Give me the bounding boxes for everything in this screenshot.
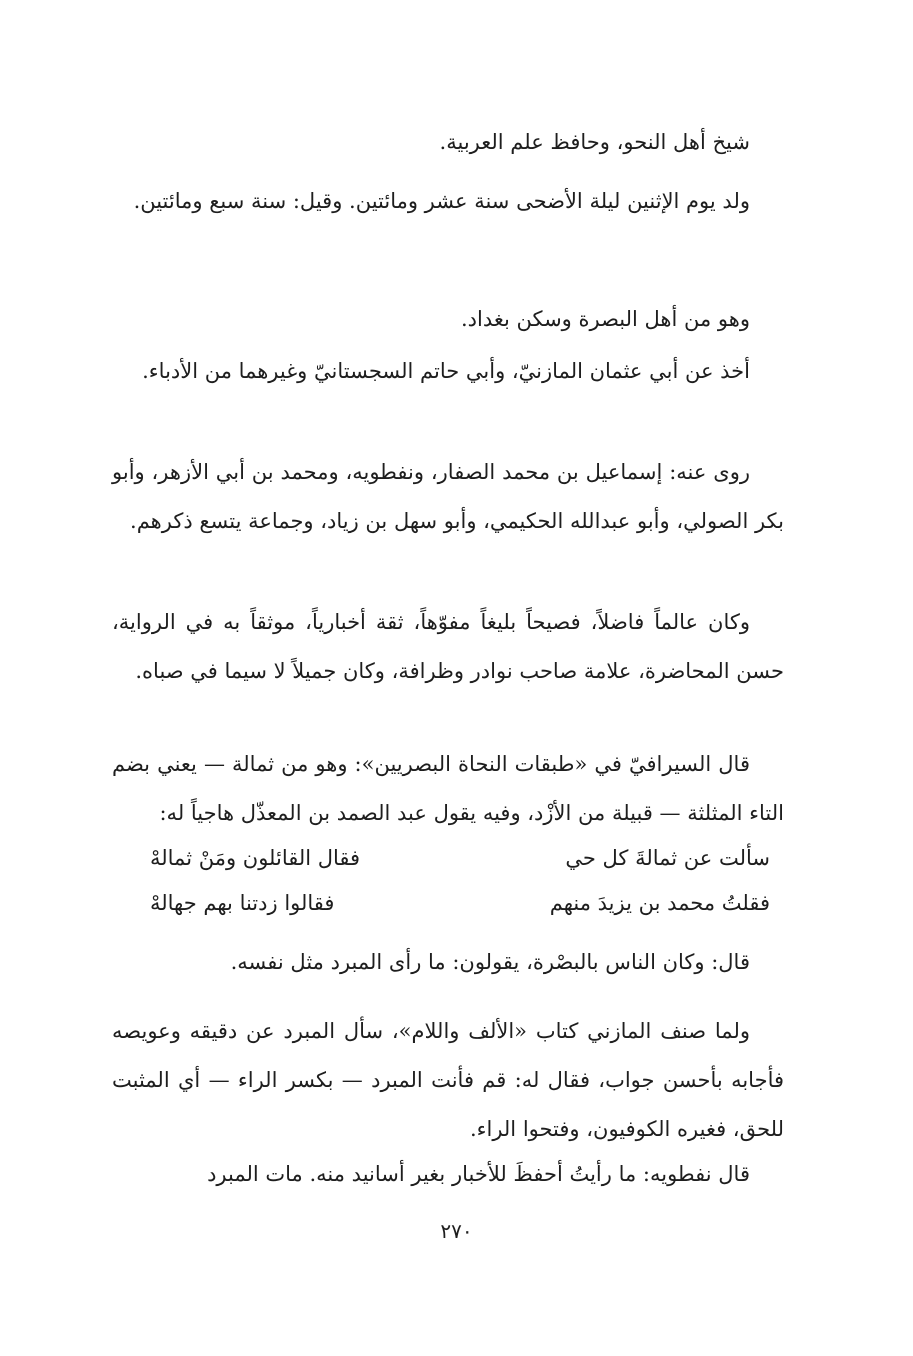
paragraph: أخذ عن أبي عثمان المازنيّ، وأبي حاتم السجستانيّ وغيرهما من الأدباء.	[142, 359, 750, 383]
paragraph: روى عنه: إسماعيل بن محمد الصفار، ونفطويه، ومحمد بن أبي الأزهر، وأبو بكر الصولي، وأبو عبدالله الحكيمي، وأبو سهل بن زياد، وجماعة يتسع ذكرهم.	[112, 460, 784, 533]
paragraph: ولما صنف المازني كتاب «الألف واللام»، سأل المبرد عن دقيقه وعويصه فأجابه بأحسن جواب، فقال له: قم فأنت المبرد — بكسر الراء — أي المثبت للحق، فغيره الكوفيون، وفتحوا الراء.	[112, 1019, 784, 1141]
paragraph: وهو من أهل البصرة وسكن بغداد.	[460, 307, 750, 331]
paragraph: ولد يوم الإثنين ليلة الأضحى سنة عشر ومائتين. وقيل: سنة سبع ومائتين.	[133, 189, 750, 213]
verse-second-hemistich: فقالوا زدتنا بهم جهالهْ	[150, 891, 335, 915]
verse-second-hemistich: فقال القائلون ومَنْ ثمالهْ	[150, 846, 361, 870]
verse-first-hemistich: سألت عن ثمالةَ كل حي	[565, 846, 770, 870]
paragraph: قال نفطويه: ما رأيتُ أحفظَ للأخبار بغير أسانيد منه. مات المبرد	[207, 1162, 750, 1186]
paragraph: قال: وكان الناس بالبصْرة، يقولون: ما رأى المبرد مثل نفسه.	[230, 950, 750, 974]
verse-first-hemistich: فقلتُ محمد بن يزيدَ منهم	[549, 891, 770, 915]
page-number: ٢٧٠	[440, 1219, 473, 1243]
poem	[150, 838, 770, 934]
paragraph: قال السيرافيّ في «طبقات النحاة البصريين»: وهو من ثمالة — يعني بضم التاء المثلثة — قبيلة من الأزْد، وفيه يقول عبد الصمد بن المعذّل هاجياً له:	[112, 752, 784, 825]
paragraph: وكان عالماً فاضلاً، فصيحاً بليغاً مفوّهاً، ثقة أخبارياً، موثقاً به في الرواية، حسن المحاضرة، علامة صاحب نوادر وظرافة، وكان جميلاً لا سيما في صباه.	[112, 610, 784, 683]
paragraph: شيخ أهل النحو، وحافظ علم العربية.	[439, 130, 750, 154]
